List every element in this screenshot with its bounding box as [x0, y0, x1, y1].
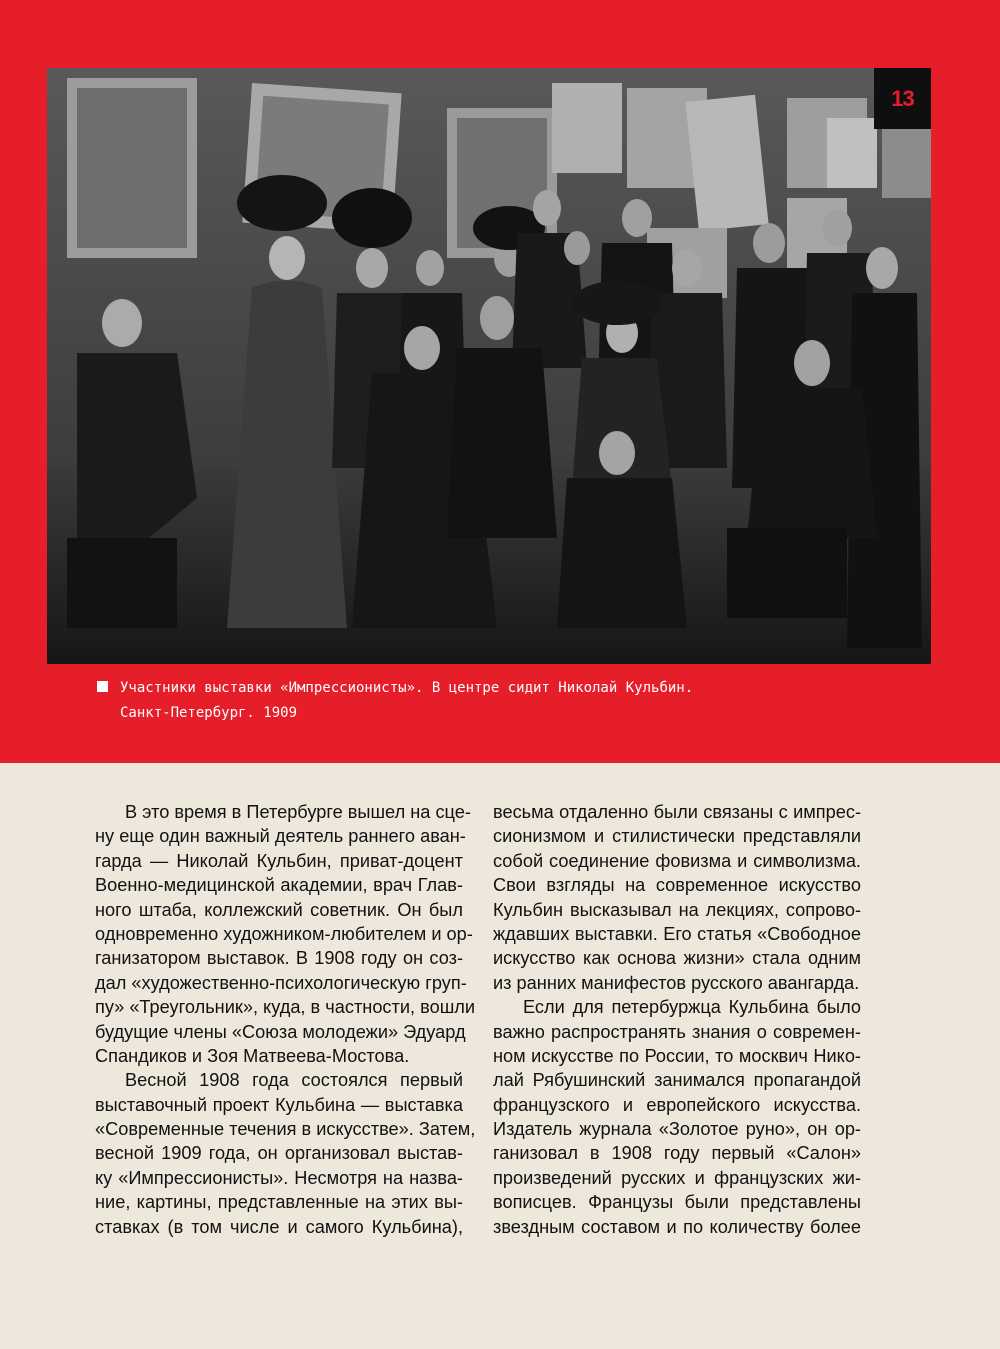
- text-line: звездным составом и по количеству более: [493, 1216, 861, 1237]
- text-line: лай Рябушинский занимался пропагандой: [493, 1070, 861, 1091]
- text-line: Военно-медицинской академии, врач Глав-: [95, 875, 463, 896]
- text-line: будущие члены «Союза молодежи» Эдуард: [95, 1021, 466, 1042]
- square-bullet-icon: [97, 681, 108, 692]
- text-line: дал «художественно-психологическую груп-: [95, 972, 467, 993]
- text-line: французского и европейского искусства.: [493, 1094, 861, 1115]
- text-line: Если для петербуржца Кульбина было: [523, 997, 861, 1018]
- text-line: гарда — Николай Кульбин, приват-доцент: [95, 850, 463, 871]
- text-line: ждавших выставки. Его статья «Свободное: [493, 923, 861, 944]
- text-line: Издатель журнала «Золотое руно», он ор-: [493, 1119, 861, 1140]
- caption-line: Участники выставки «Импрессионисты». В центре сидит Николай Кульбин.: [120, 680, 694, 696]
- text-line: ном искусстве по России, то москвич Нико-: [493, 1045, 861, 1066]
- text-line: ганизовал в 1908 году первый «Салон»: [493, 1143, 861, 1164]
- text-line: «Современные течения в искусстве». Затем,: [95, 1119, 476, 1140]
- text-line: Спандиков и Зоя Матвеева-Мостова.: [95, 1045, 410, 1066]
- text-line: собой соединение фовизма и символизма.: [493, 850, 861, 871]
- text-column-right: [493, 800, 861, 1239]
- text-line: искусство как основа жизни» стала одним: [493, 948, 861, 969]
- text-line: из ранних манифестов русского авангарда.: [493, 972, 860, 993]
- text-line: ку «Импрессионисты». Несмотря на назва-: [95, 1167, 463, 1188]
- text-line: Весной 1908 года состоялся первый: [125, 1070, 463, 1091]
- text-line: одновременно художником-любителем и ор-: [95, 923, 473, 944]
- photo-caption: [97, 676, 917, 726]
- text-line: Свои взгляды на современное искусство: [493, 875, 861, 896]
- text-line: вописцев. Французы были представлены: [493, 1192, 861, 1213]
- text-column-left: [95, 800, 476, 1239]
- text-line: важно распространять знания о современ-: [493, 1021, 861, 1042]
- text-line: ставках (в том числе и самого Кульбина),: [95, 1216, 463, 1237]
- text-line: В это время в Петербурге вышел на сце-: [125, 802, 471, 822]
- text-line: ние, картины, представленные на этих вы-: [95, 1192, 463, 1213]
- page-number: 13: [874, 68, 931, 129]
- text-line: произведений русских и французских жи-: [493, 1167, 861, 1188]
- text-line: ну еще один важный деятель раннего аван-: [95, 826, 466, 847]
- caption-line: Санкт-Петербург. 1909: [120, 705, 298, 721]
- text-line: весной 1909 года, он организовал выстав-: [95, 1143, 463, 1164]
- text-line: пу» «Треугольник», куда, в частности, вошли: [95, 997, 476, 1018]
- text-line: весьма отдаленно были связаны с импрес-: [493, 802, 861, 822]
- text-line: Кульбин высказывал на лекциях, сопрово-: [493, 899, 861, 920]
- text-line: выставочный проект Кульбина — выставка: [95, 1094, 463, 1115]
- group-photograph: [47, 68, 931, 664]
- text-line: сионизмом и стилистически представляли: [493, 826, 861, 847]
- text-line: ного штаба, коллежский советник. Он был: [95, 899, 463, 920]
- text-line: ганизатором выставок. В 1908 году он соз-: [95, 948, 463, 969]
